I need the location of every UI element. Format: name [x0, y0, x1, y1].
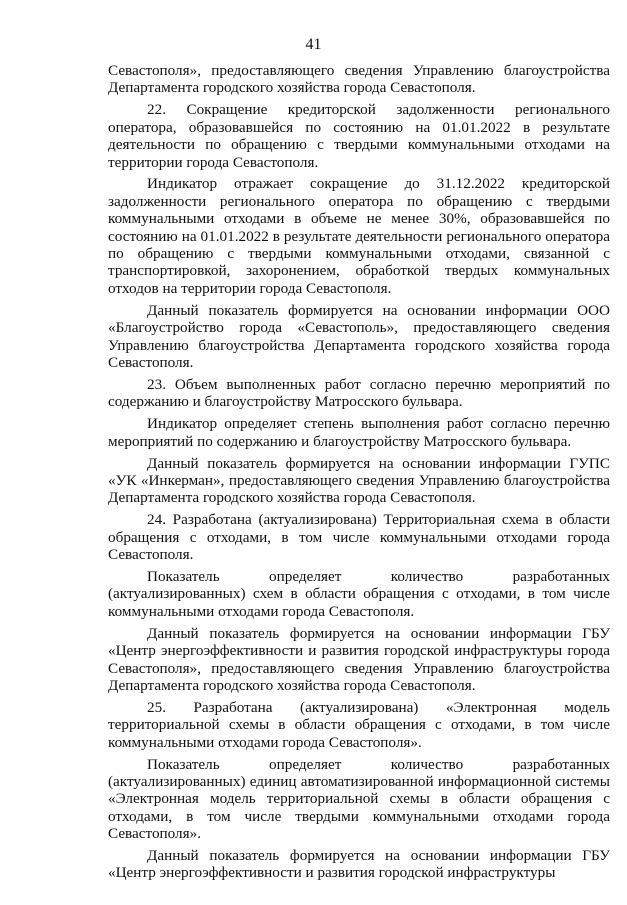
paragraph-indicator-23: Индикатор определяет степень выполнения работ согласно перечню мероприятий по содержанию и благоустройству Матросского бульвара.	[108, 415, 610, 450]
paragraph-source-25: Данный показатель формируется на основании информации ГБУ «Центр энергоэффективности и развития городской инфраструктуры	[108, 847, 610, 882]
paragraph-source-23: Данный показатель формируется на основании информации ГУПС «УК «Инкерман», предоставляющего сведения Управлению благоустройства Департамента городского хозяйства города Севастополя.	[108, 454, 610, 507]
paragraph-item-22: 22. Сокращение кредиторской задолженности регионального оператора, образовавшейся по состоянию на 01.01.2022 в результате деятельности по обращению с твердыми коммунальными отходами на территории города Севастополя.	[108, 101, 610, 171]
page-number: 41	[305, 36, 322, 53]
paragraph-source-24: Данный показатель формируется на основании информации ГБУ «Центр энергоэффективности и развития городской инфраструктуры города Севастополя», предоставляющего сведения Управлению благоустройства Департамента городского хозяйства города Севастополя.	[108, 624, 610, 694]
paragraph-item-23: 23. Объем выполненных работ согласно перечню мероприятий по содержанию и благоустройству Матросского бульвара.	[108, 375, 610, 411]
document-body	[108, 62, 610, 886]
paragraph-continuation: Севастополя», предоставляющего сведения Управлению благоустройства Департамента городского хозяйства города Севастополя.	[108, 62, 610, 97]
paragraph-item-25: 25. Разработана (актуализирована) «Электронная модель территориальной схемы в области обращения с отходами, в том числе коммунальными отходами города Севастополя».	[108, 698, 610, 751]
paragraph-indicator-25: Показатель определяет количество разработанных (актуализированных) единиц автоматизированной информационной системы «Электронная модель территориальной схемы в области обращения с отходами, в том числе твердыми коммунальными отходами города Севастополя».	[108, 755, 610, 843]
paragraph-indicator-22: Индикатор отражает сокращение до 31.12.2022 кредиторской задолженности регионального оператора по обращению с твердыми коммунальными отходами в объеме не менее 30%, образовавшейся по состоянию на 01.01.2022 в результате деятельности регионального оператора по обращению с твердыми коммунальными отходами, связанной с транспортировкой, захоронением, обработкой твердых коммунальных отходов на территории города Севастополя.	[108, 175, 610, 297]
paragraph-item-24: 24. Разработана (актуализирована) Территориальная схема в области обращения с отходами, в том числе коммунальными отходами города Севастополя.	[108, 511, 610, 564]
paragraph-source-22: Данный показатель формируется на основании информации ООО «Благоустройство города «Севастополь», предоставляющего сведения Управлению благоустройства Департамента городского хозяйства города Севастополя.	[108, 301, 610, 371]
paragraph-indicator-24: Показатель определяет количество разработанных (актуализированных) схем в области обращения с отходами, в том числе коммунальными отходами города Севастополя.	[108, 567, 610, 620]
